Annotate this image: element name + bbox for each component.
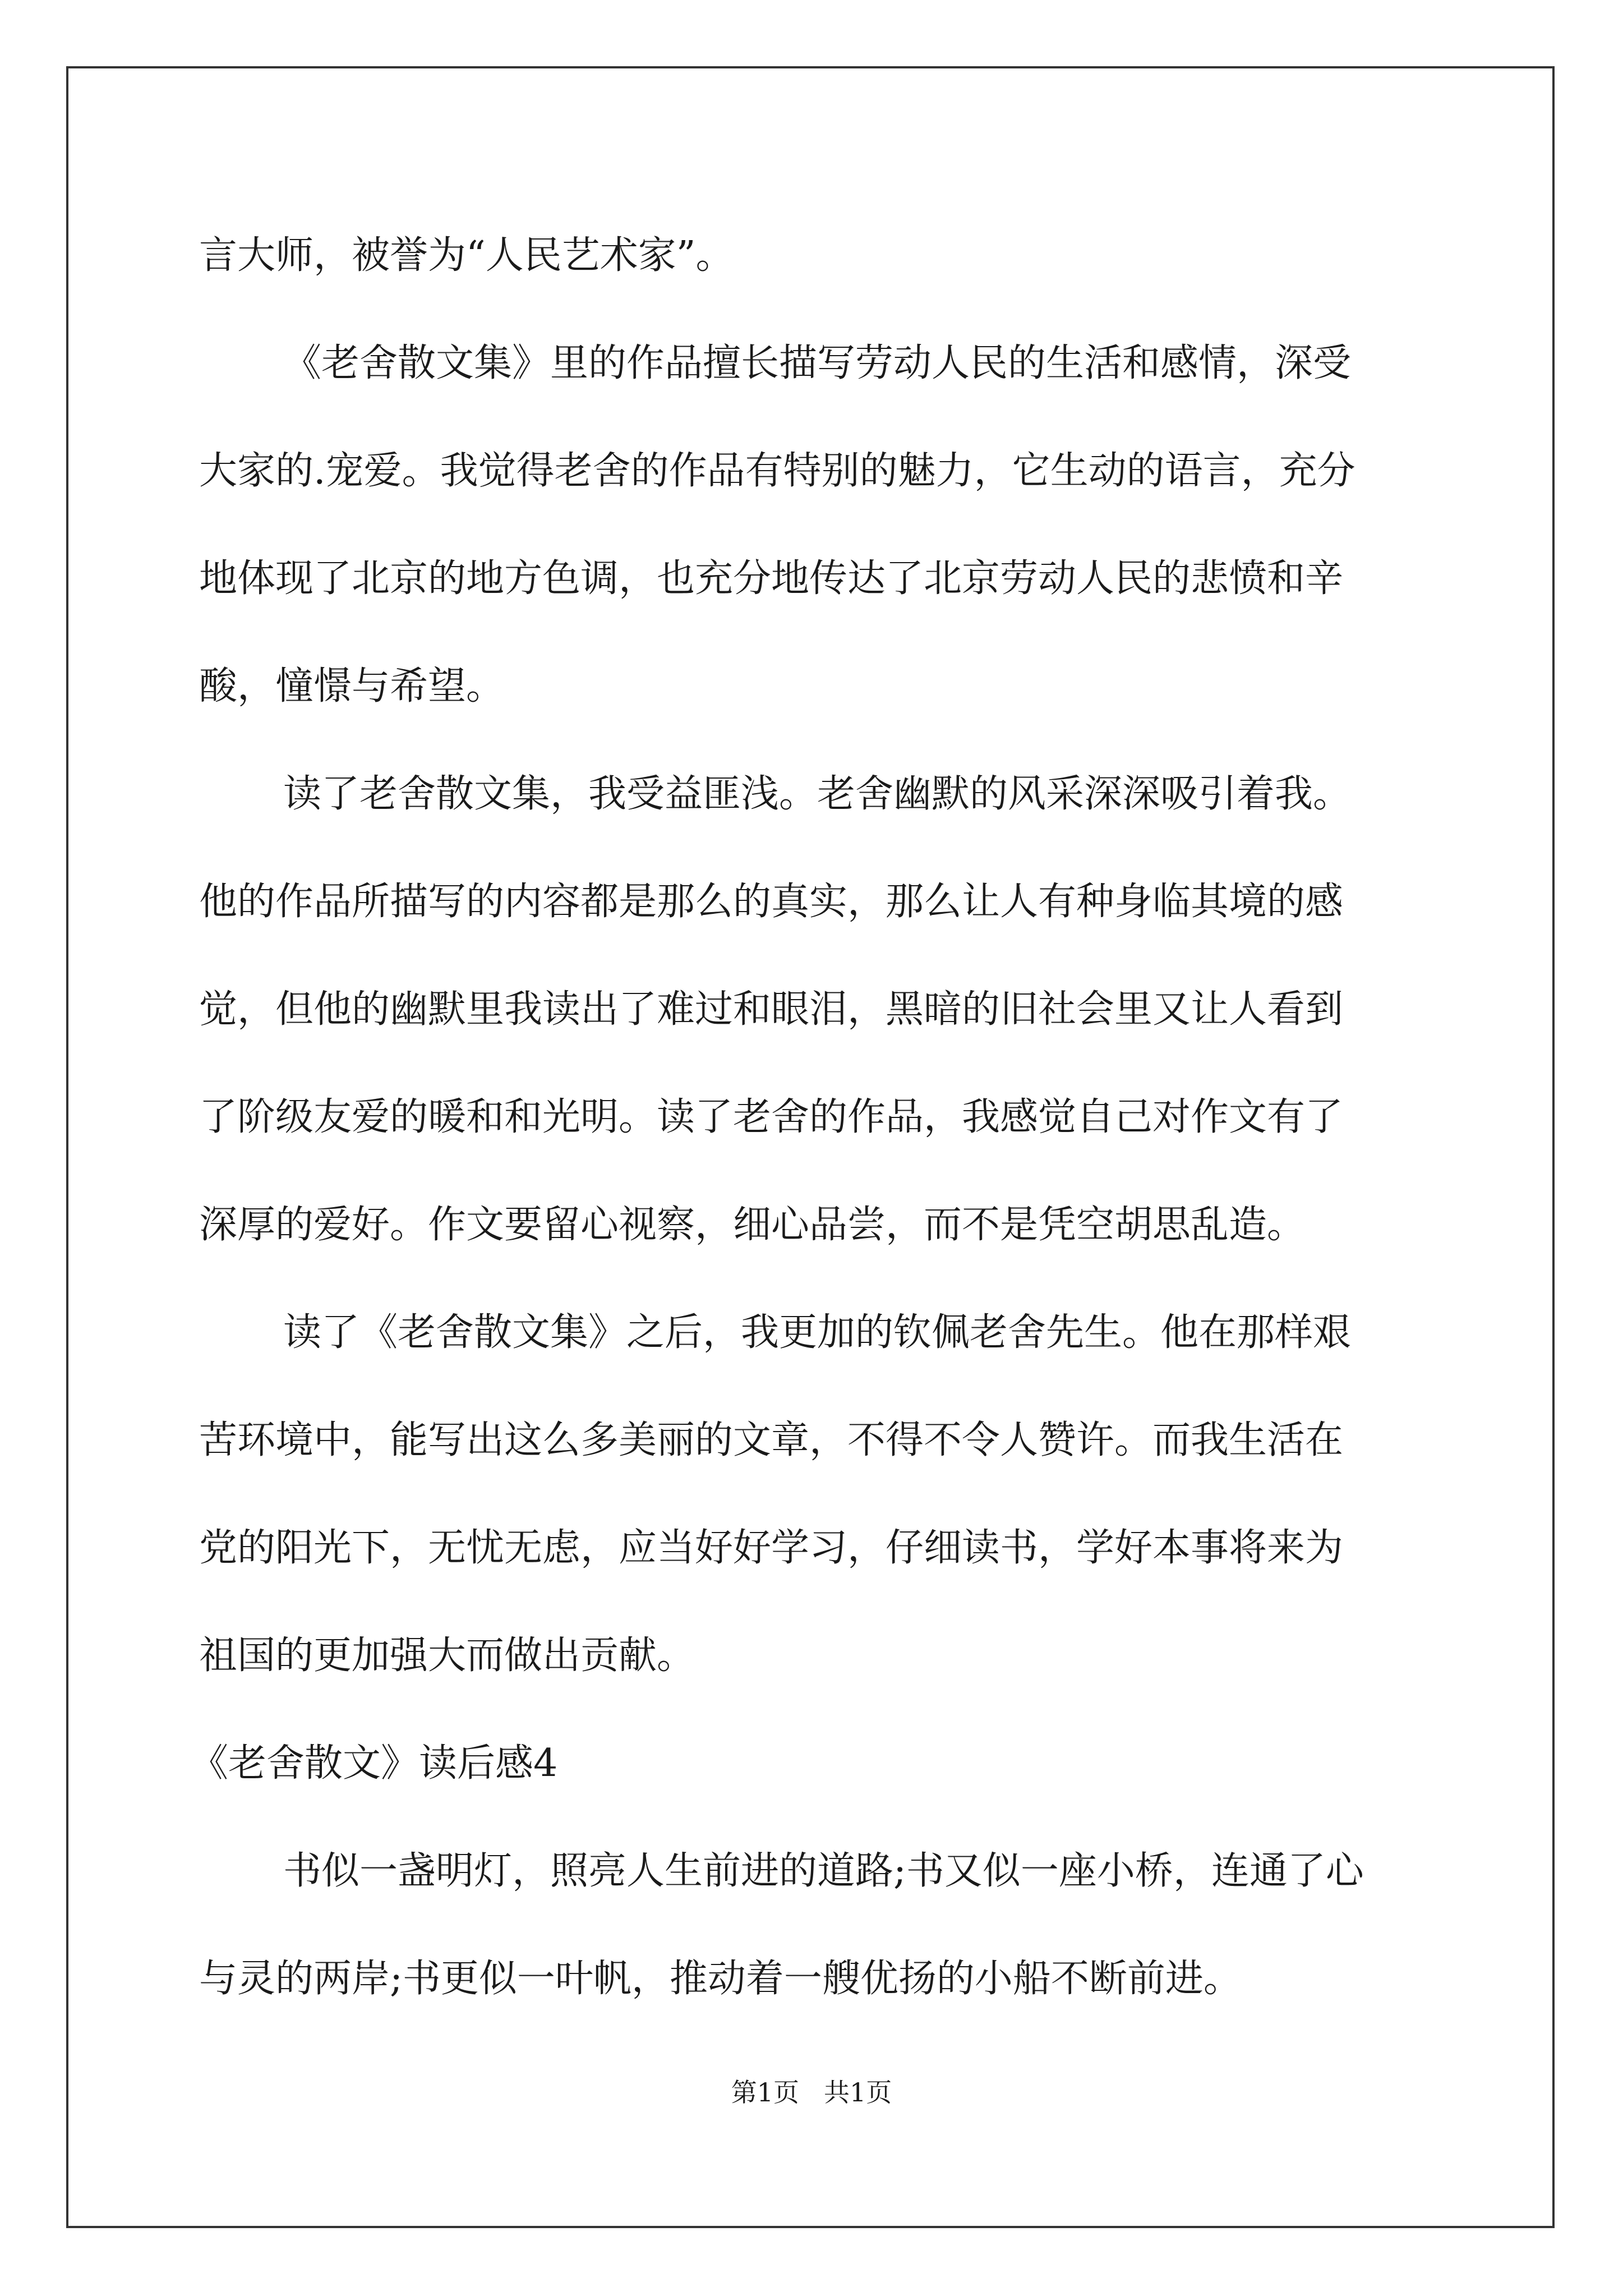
paragraph-line-10: 深厚的爱好。作文要留心视察，细心品尝，而不是凭空胡思乱造。 xyxy=(199,1203,1306,1247)
paragraph-line-9: 了阶级友爱的暖和和光明。读了老舍的作品，我感觉自己对作文有了 xyxy=(199,1095,1344,1139)
page-total: 共1页 xyxy=(823,2077,892,2108)
paragraph-line-8: 觉，但他的幽默里我读出了难过和眼泪，黑暗的旧社会里又让人看到 xyxy=(199,987,1344,1032)
paragraph-line-11: 读了《老舍散文集》之后，我更加的钦佩老舍先生。他在那样艰 xyxy=(283,1310,1352,1355)
paragraph-line-12: 苦环境中，能写出这么多美丽的文章，不得不令人赞许。而我生活在 xyxy=(199,1418,1344,1462)
paragraph-line-4: 地体现了北京的地方色调，也充分地传达了北京劳动人民的悲愤和辛 xyxy=(199,556,1344,601)
paragraph-line-14: 祖国的更加强大而做出贡献。 xyxy=(199,1634,695,1678)
page-number: 第1页 xyxy=(731,2077,800,2108)
paragraph-line-2: 《老舍散文集》里的作品擅长描写劳动人民的生活和感情，深受 xyxy=(283,341,1352,385)
paragraph-line-7: 他的作品所描写的内容都是那么的真实，那么让人有种身临其境的感 xyxy=(199,880,1344,924)
paragraph-line-1: 言大师，被誉为“人民艺术家”。 xyxy=(199,233,734,278)
paragraph-line-5: 酸，憧憬与希望。 xyxy=(199,664,505,708)
footer-spacer xyxy=(799,2077,824,2108)
page-footer xyxy=(0,2076,1623,2109)
section-line-1: 书似一盏明灯，照亮人生前进的道路;书又似一座小桥，连通了心 xyxy=(283,1849,1364,1893)
paragraph-line-13: 党的阳光下，无忧无虑，应当好好学习，仔细读书，学好本事将来为 xyxy=(199,1526,1344,1570)
section-title: 《老舍散文》读后感4 xyxy=(190,1741,558,1786)
paragraph-line-6: 读了老舍散文集，我受益匪浅。老舍幽默的风采深深吸引着我。 xyxy=(283,772,1352,816)
section-line-2: 与灵的两岸;书更似一叶帆，推动着一艘优扬的小船不断前进。 xyxy=(199,1957,1242,2001)
document-body xyxy=(190,202,1427,2033)
paragraph-line-3: 大家的.宠爱。我觉得老舍的作品有特别的魅力，它生动的语言，充分 xyxy=(199,449,1355,493)
